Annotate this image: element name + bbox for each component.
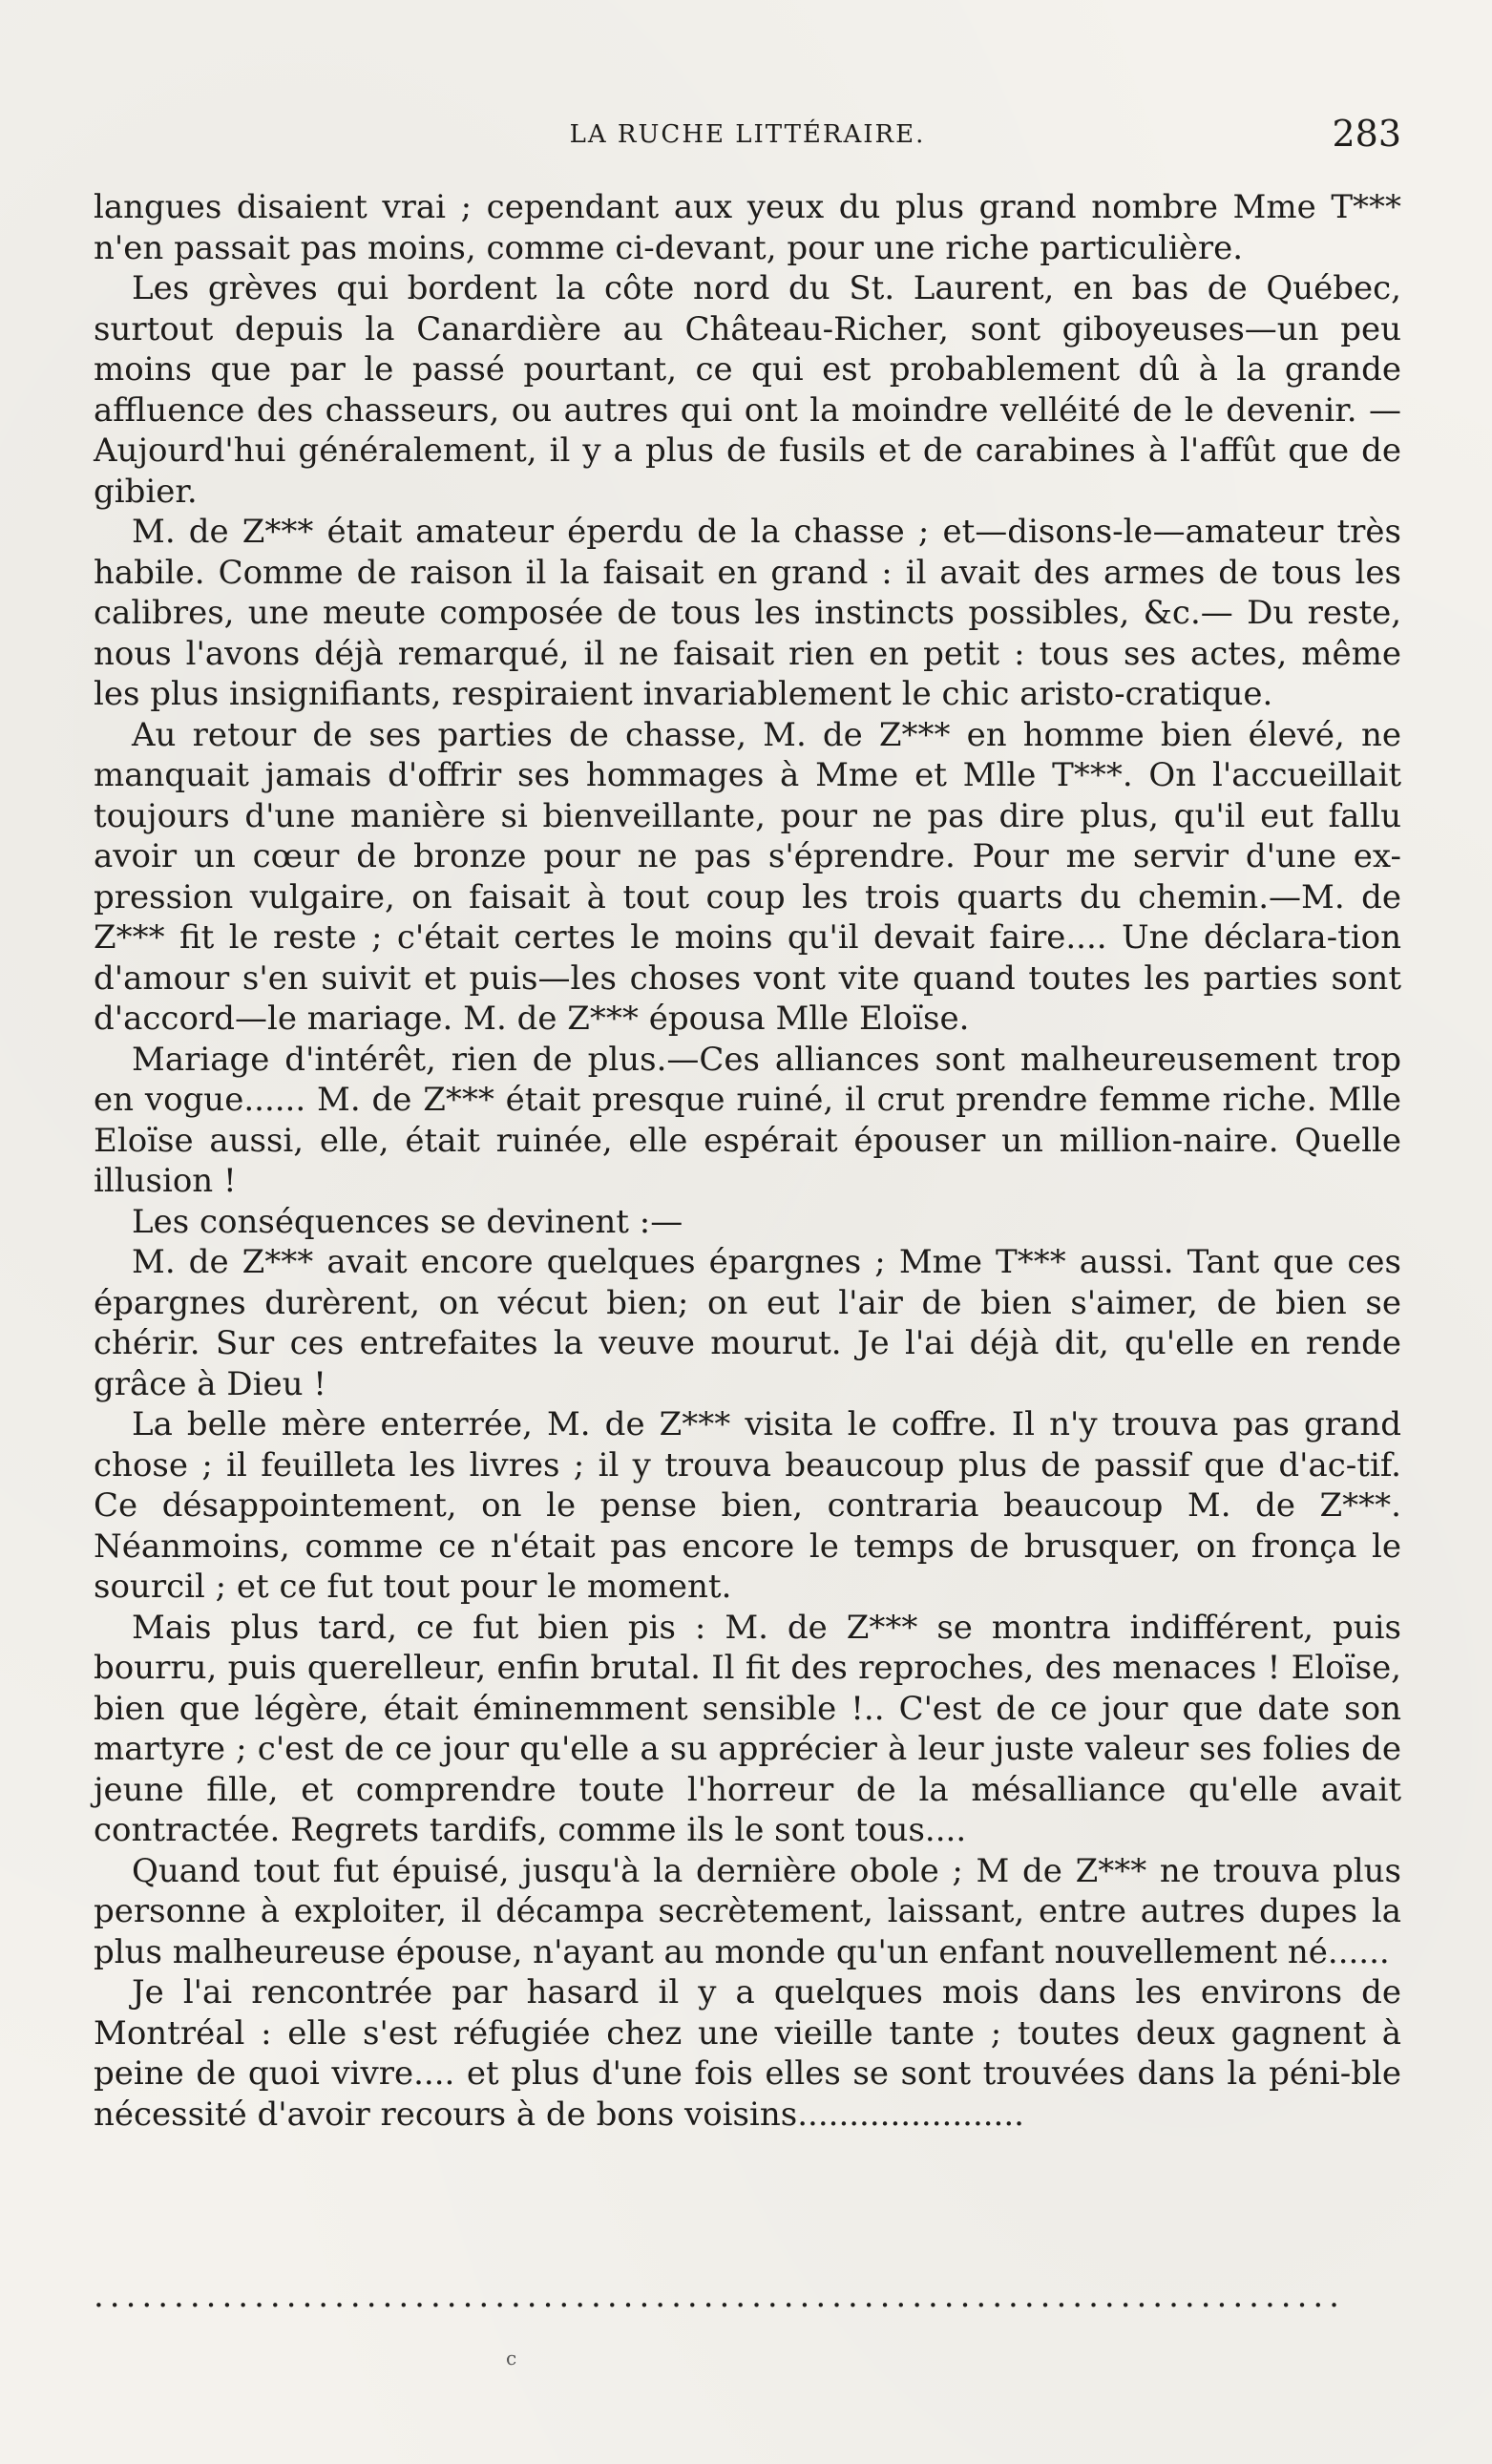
paragraph: Les grèves qui bordent la côte nord du St. Laurent, en bas de Québec, surtout depuis la Canardière au Château-Richer, sont giboyeuses—un peu moins que par le passé pourtant, ce qui est probablement dû à la grande affluence des chasseurs, ou autres qui ont la moindre velléité de le devenir. —Aujourd'hui généralement, il y a plus de fusils et de carabines à l'affût que de gibier.	[94, 269, 1401, 511]
footer-mark: c	[506, 2347, 531, 2369]
paragraph: La belle mère enterrée, M. de Z*** visita le coffre. Il n'y trouva pas grand chose ; il feuilleta les livres ; il y trouva beaucoup plus de passif que d'ac-tif. Ce désappointement, on le pense bien, contraria beaucoup M. de Z***. Néanmoins, comme ce n'était pas encore le temps de brusquer, on fronça le sourcil ; et ce fut tout pour le moment.	[94, 1405, 1401, 1606]
closing-dots-line: ..............................................................................	[94, 2277, 1345, 2315]
paragraph: M. de Z*** avait encore quelques épargnes ; Mme T*** aussi. Tant que ces épargnes durèrent, on vécut bien; on eut l'air de bien s'aimer, de bien se chérir. Sur ces entrefaites la veuve mourut. Je l'ai déjà dit, qu'elle en rende grâce à Dieu !	[94, 1243, 1401, 1403]
paragraph: Mariage d'intérêt, rien de plus.—Ces alliances sont malheureusement trop en vogue...... M. de Z*** était presque ruiné, il crut prendre femme riche. Mlle Eloïse aussi, elle, était ruinée, elle espérait épouser un million-naire. Quelle illusion !	[94, 1040, 1401, 1200]
paragraph: Je l'ai rencontrée par hasard il y a quelques mois dans les environs de Montréal : elle s'est réfugiée chez une vieille tante ; toutes deux gagnent à peine de quoi vivre.... et plus d'une fois elles se sont trouvées dans la péni-ble nécessité d'avoir recours à de bons voisins......................	[94, 1973, 1401, 2134]
running-title: LA RUCHE LITTÉRAIRE.	[569, 120, 926, 149]
paragraph: langues disaient vrai ; cependant aux yeux du plus grand nombre Mme T*** n'en passait pas moins, comme ci-devant, pour une riche particulière.	[94, 188, 1401, 267]
page-number: 283	[1332, 113, 1401, 155]
page-header	[94, 113, 1401, 160]
body-text	[94, 187, 1401, 2135]
paragraph: Quand tout fut épuisé, jusqu'à la dernière obole ; M de Z*** ne trouva plus personne à exploiter, il décampa secrètement, laissant, entre autres dupes la plus malheureuse épouse, n'ayant au monde qu'un enfant nouvellement né......	[94, 1851, 1401, 1971]
paragraph: Au retour de ses parties de chasse, M. de Z*** en homme bien élevé, ne manquait jamais d'offrir ses hommages à Mme et Mlle T***. On l'accueillait toujours d'une manière si bienveillante, pour ne pas dire plus, qu'il eut fallu avoir un cœur de bronze pour ne pas s'éprendre. Pour me servir d'une ex-pression vulgaire, on faisait à tout coup les trois quarts du chemin.—M. de Z*** fit le reste ; c'était certes le moins qu'il devait faire.... Une déclara-tion d'amour s'en suivit et puis—les choses vont vite quand toutes les parties sont d'accord—le mariage. M. de Z*** épousa Mlle Eloïse.	[94, 715, 1401, 1038]
paragraph: Les conséquences se devinent :—	[132, 1202, 683, 1241]
paragraph: Mais plus tard, ce fut bien pis : M. de Z*** se montra indifférent, puis bourru, puis querelleur, enfin brutal. Il fit des reproches, des menaces ! Eloïse, bien que légère, était éminemment sensible !.. C'est de ce jour que date son martyre ; c'est de ce jour qu'elle a su apprécier à leur juste valeur ses folies de jeune fille, et comprendre toute l'horreur de la mésalliance qu'elle avait contractée. Regrets tardifs, comme ils le sont tous....	[94, 1608, 1401, 1849]
paragraph: M. de Z*** était amateur éperdu de la chasse ; et—disons-le—amateur très habile. Comme de raison il la faisait en grand : il avait des armes de tous les calibres, une meute composée de tous les instincts possibles, &c.— Du reste, nous l'avons déjà remarqué, il ne faisait rien en petit : tous ses actes, même les plus insignifiants, respiraient invariablement le chic aristo-cratique.	[94, 513, 1401, 713]
